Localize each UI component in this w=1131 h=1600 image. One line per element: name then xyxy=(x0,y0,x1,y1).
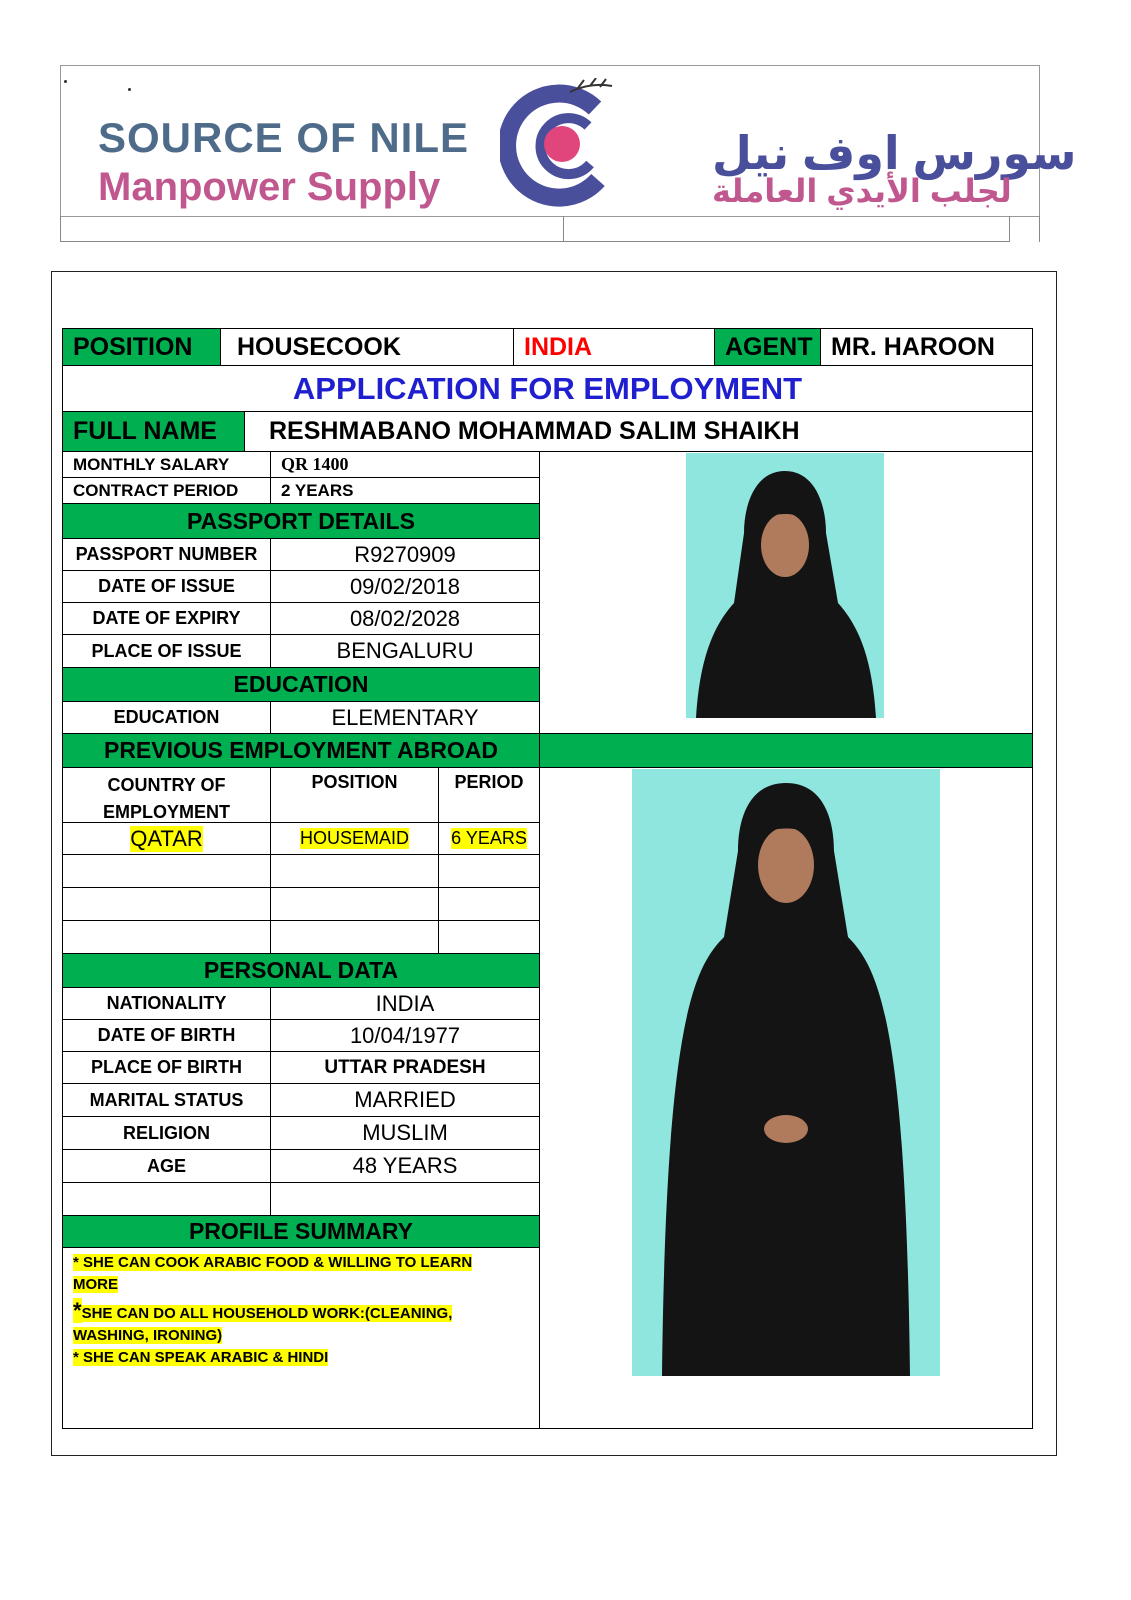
salary-label: MONTHLY SALARY xyxy=(62,451,271,478)
full-name-label: FULL NAME xyxy=(62,411,245,452)
marital-status-label: MARITAL STATUS xyxy=(62,1083,271,1117)
empty-cell xyxy=(62,854,271,888)
religion-value: MUSLIM xyxy=(270,1116,540,1150)
empty-cell xyxy=(438,920,540,954)
date-of-issue-label: DATE OF ISSUE xyxy=(62,570,271,603)
divider xyxy=(1039,216,1040,242)
col-period-header: PERIOD xyxy=(438,767,540,823)
contract-value: 2 YEARS xyxy=(270,477,540,504)
candidate-portrait-photo xyxy=(686,453,884,718)
place-of-birth-label: PLACE OF BIRTH xyxy=(62,1051,271,1084)
education-label: EDUCATION xyxy=(62,701,271,734)
empty-cell xyxy=(62,887,271,921)
empty-cell xyxy=(62,920,271,954)
empty-cell xyxy=(438,854,540,888)
date-of-expiry-value: 08/02/2028 xyxy=(270,602,540,635)
empty-cell xyxy=(438,887,540,921)
profile-line: WASHING, IRONING) xyxy=(73,1327,223,1344)
education-header: EDUCATION xyxy=(62,667,540,702)
position-value: HOUSECOOK xyxy=(220,328,514,366)
marital-status-value: MARRIED xyxy=(270,1083,540,1117)
salary-value: QR 1400 xyxy=(270,451,540,478)
table-row-position xyxy=(270,822,439,855)
date-of-birth-value: 10/04/1977 xyxy=(270,1019,540,1052)
religion-label: RELIGION xyxy=(62,1116,271,1150)
letterhead-subrow xyxy=(60,216,1010,242)
passport-number-label: PASSPORT NUMBER xyxy=(62,538,271,571)
profile-line: MORE xyxy=(73,1276,118,1293)
previous-employment-header: PREVIOUS EMPLOYMENT ABROAD xyxy=(62,733,540,768)
profile-line: * SHE CAN COOK ARABIC FOOD & WILLING TO LEARN xyxy=(73,1254,473,1271)
dot-mark xyxy=(64,80,67,83)
passport-header: PASSPORT DETAILS xyxy=(62,503,540,539)
agent-value: MR. HAROON xyxy=(820,328,1033,366)
age-value: 48 YEARS xyxy=(270,1149,540,1183)
profile-bullet: * xyxy=(73,1298,82,1323)
nationality-label: NATIONALITY xyxy=(62,987,271,1020)
company-tagline: Manpower Supply xyxy=(98,165,441,209)
col-position-header: POSITION xyxy=(270,767,439,823)
profile-summary-box xyxy=(62,1247,540,1429)
place-of-issue-value: BENGALURU xyxy=(270,634,540,668)
candidate-full-photo xyxy=(632,769,940,1376)
company-logo-icon xyxy=(500,78,630,208)
table-row-country xyxy=(62,822,271,855)
empty-cell xyxy=(270,854,439,888)
nationality-value: INDIA xyxy=(270,987,540,1020)
position-label: POSITION xyxy=(62,328,221,366)
page-title: APPLICATION FOR EMPLOYMENT xyxy=(62,365,1033,412)
table-row-period xyxy=(438,822,540,855)
contract-label: CONTRACT PERIOD xyxy=(62,477,271,504)
employment-country: QATAR xyxy=(130,825,203,851)
col-country-header: COUNTRY OF EMPLOYMENT xyxy=(62,767,271,823)
full-name-value: RESHMABANO MOHAMMAD SALIM SHAIKH xyxy=(244,411,1033,452)
empty-cell xyxy=(62,1182,271,1216)
profile-summary-header: PROFILE SUMMARY xyxy=(62,1215,540,1248)
company-tagline-arabic: لجلب الأيدي العاملة xyxy=(712,173,1012,209)
empty-cell xyxy=(270,887,439,921)
place-of-issue-label: PLACE OF ISSUE xyxy=(62,634,271,668)
age-label: AGE xyxy=(62,1149,271,1183)
date-of-issue-value: 09/02/2018 xyxy=(270,570,540,603)
employment-position: HOUSEMAID xyxy=(299,828,409,848)
company-name: SOURCE OF NILE xyxy=(98,114,470,161)
employment-period: 6 YEARS xyxy=(451,828,527,848)
country-value: INDIA xyxy=(513,328,715,366)
company-name-arabic: سورس اوف نيل xyxy=(712,127,1077,179)
passport-number-value: R9270909 xyxy=(270,538,540,571)
personal-data-header: PERSONAL DATA xyxy=(62,953,540,988)
agent-label: AGENT xyxy=(714,328,821,366)
date-of-expiry-label: DATE OF EXPIRY xyxy=(62,602,271,635)
place-of-birth-value: UTTAR PRADESH xyxy=(270,1051,540,1084)
date-of-birth-label: DATE OF BIRTH xyxy=(62,1019,271,1052)
dot-mark xyxy=(128,88,131,91)
green-band xyxy=(539,733,1033,768)
empty-cell xyxy=(270,920,439,954)
profile-line: * SHE CAN SPEAK ARABIC & HINDI xyxy=(73,1349,329,1366)
divider xyxy=(563,216,564,242)
empty-cell xyxy=(270,1182,540,1216)
profile-line: SHE CAN DO ALL HOUSEHOLD WORK:(CLEANING, xyxy=(81,1305,453,1322)
education-value: ELEMENTARY xyxy=(270,701,540,734)
